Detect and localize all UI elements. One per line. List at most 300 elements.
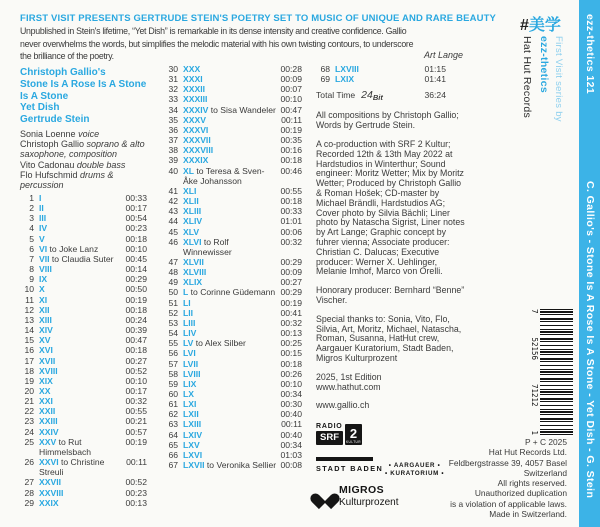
- track-number: 35: [168, 114, 178, 125]
- track-row: [20, 396, 147, 406]
- track-numeral: LVI: [183, 348, 196, 359]
- track-number: 23: [24, 416, 34, 427]
- track-number: 25: [24, 436, 34, 447]
- track-row: [20, 315, 147, 325]
- byline: Art Lange: [423, 50, 463, 60]
- track-row: [164, 64, 302, 74]
- track-time: 00:57: [125, 426, 147, 437]
- track-time: 01:15: [424, 64, 446, 74]
- track-time: 00:41: [280, 307, 302, 318]
- barcode-digit-group: 71212: [530, 383, 539, 407]
- track-number: 47: [168, 256, 178, 267]
- track-numeral: XLV: [183, 226, 200, 237]
- track-row: [20, 437, 147, 457]
- track-row: [20, 223, 147, 233]
- track-numeral: LI: [183, 297, 191, 308]
- track-number: 26: [24, 457, 34, 468]
- track-title: [183, 237, 277, 257]
- track-number: 53: [168, 317, 178, 328]
- track-row: [164, 135, 302, 145]
- text-line: Hat Hut Records Ltd.: [488, 447, 567, 458]
- track-row: [164, 338, 302, 348]
- track-time: 00:47: [125, 335, 147, 346]
- track-title: [183, 64, 277, 74]
- track-title: [183, 267, 277, 277]
- track-numeral: LXIII: [183, 419, 202, 430]
- track-number: 4: [29, 223, 34, 234]
- track-numeral: VIII: [39, 264, 52, 275]
- text-line: the brilliance of the poetry.: [20, 51, 114, 62]
- track-title: [183, 389, 277, 399]
- track-numeral: XXIX: [39, 497, 59, 508]
- track-title: [183, 105, 277, 115]
- track-time: 00:21: [125, 416, 147, 427]
- track-title: [335, 74, 421, 84]
- track-title: [39, 477, 122, 487]
- radio-srf2-kultur-logo: [316, 423, 362, 445]
- track-numeral: XLIII: [183, 206, 202, 217]
- track-title: [183, 440, 277, 450]
- track-time: 00:19: [125, 294, 147, 305]
- track-number: 51: [168, 297, 178, 308]
- musician-role: voice: [78, 129, 100, 139]
- track-number: 9: [29, 274, 34, 285]
- track-row: [20, 406, 147, 416]
- track-title: [39, 325, 122, 335]
- track-number: 6: [29, 243, 34, 254]
- track-row: [164, 94, 302, 104]
- track-row: [164, 196, 302, 206]
- barcode-digit-group: 7: [530, 309, 539, 314]
- track-numeral: XX: [39, 385, 51, 396]
- track-time: 00:52: [125, 477, 147, 488]
- track-time: 00:55: [280, 185, 302, 196]
- track-time: 00:47: [280, 104, 302, 115]
- track-row: [20, 457, 147, 477]
- track-time: 00:11: [281, 419, 302, 430]
- track-time: 00:29: [280, 256, 302, 267]
- track-row: [164, 389, 302, 399]
- hat-hut-records-vertical: Hat Hut Records: [521, 36, 533, 119]
- track-time: 00:50: [125, 284, 147, 295]
- barcode-digit-group: 52156: [530, 337, 539, 361]
- track-number: 66: [168, 449, 178, 460]
- spine-bar: [579, 0, 600, 527]
- track-row: [20, 376, 147, 386]
- track-row: [20, 416, 147, 426]
- track-numeral: XVII: [39, 355, 56, 366]
- personnel-row: [20, 129, 158, 139]
- barcode: [527, 309, 573, 437]
- track-row: [20, 234, 147, 244]
- track-title: [39, 457, 123, 477]
- track-numeral: L: [183, 287, 189, 298]
- track-numeral: XVI: [39, 345, 53, 356]
- track-dedication: to Sisa Wandeler: [210, 104, 276, 115]
- track-row: [20, 366, 147, 376]
- track-time: 00:10: [280, 94, 302, 105]
- track-numeral: XIV: [39, 325, 53, 336]
- track-title: [183, 186, 277, 196]
- track-dedication: to Alex Silber: [195, 338, 246, 349]
- musician-name: Vito Cadonau: [20, 159, 77, 170]
- aargauer-kuratorium-logo: [385, 462, 444, 477]
- personnel-list: [20, 129, 158, 190]
- track-numeral: XXXVII: [183, 135, 211, 146]
- track-row: [316, 64, 446, 74]
- track-number: 21: [24, 396, 34, 407]
- track-time: 00:32: [280, 317, 302, 328]
- track-numeral: LXVII: [183, 460, 205, 471]
- srf-2-kultur-box: [345, 424, 362, 445]
- track-title: [39, 376, 122, 386]
- aargauer-line2: • KURATORIUM •: [385, 470, 444, 478]
- track-title: [183, 206, 277, 216]
- track-number: 1: [29, 193, 34, 203]
- track-numeral: XIII: [39, 314, 52, 325]
- track-time: 00:18: [125, 233, 147, 244]
- track-title: [39, 386, 122, 396]
- musician-name: Flo Hufschmid: [20, 169, 81, 180]
- tracklist-column-2: [164, 64, 302, 470]
- track-time: 00:17: [125, 385, 147, 396]
- track-numeral: X: [39, 284, 45, 295]
- track-title: [183, 257, 277, 267]
- total-time-row: [316, 90, 446, 103]
- track-numeral: LIII: [183, 317, 196, 328]
- album-title: [20, 67, 146, 126]
- track-number: 22: [24, 406, 34, 417]
- track-row: [164, 277, 302, 287]
- aesthetics-kanji-mark: [520, 12, 561, 35]
- track-row: [20, 488, 147, 498]
- track-number: 16: [24, 345, 34, 356]
- text-line: P + C 2025: [525, 437, 567, 447]
- track-numeral: XXXI: [183, 74, 203, 85]
- track-time: 00:19: [125, 436, 147, 447]
- track-row: [164, 166, 302, 186]
- track-number: 58: [168, 368, 178, 379]
- track-title: [39, 366, 122, 376]
- series-byline-vertical: First Visit series by: [553, 36, 564, 122]
- track-time: 00:23: [125, 487, 147, 498]
- track-time: 00:40: [280, 409, 302, 420]
- track-numeral: LXV: [183, 439, 200, 450]
- track-numeral: VII: [39, 253, 50, 264]
- track-title: [335, 64, 421, 74]
- track-title: [39, 345, 122, 355]
- track-numeral: LIX: [183, 378, 197, 389]
- track-row: [20, 325, 147, 335]
- track-number: 11: [25, 294, 34, 305]
- tracklist-column-3-rows: [316, 64, 468, 84]
- track-numeral: XXVI: [39, 457, 59, 468]
- track-number: 46: [168, 236, 178, 247]
- track-title: [39, 406, 122, 416]
- track-title: [183, 338, 277, 348]
- track-number: 28: [24, 487, 34, 498]
- track-title: [183, 379, 277, 389]
- track-title: [183, 277, 277, 287]
- track-numeral: LIV: [183, 328, 197, 339]
- track-number: 15: [24, 335, 34, 346]
- track-title: [39, 234, 122, 244]
- track-title: [39, 223, 122, 233]
- heart-icon: [316, 487, 332, 502]
- migros-text: [339, 484, 398, 508]
- track-numeral: XI: [39, 294, 48, 305]
- track-title: [39, 396, 122, 406]
- track-numeral: LXVI: [183, 449, 203, 460]
- text-line: never overwhelms the words, but simplifies the melodic material with his own twisting contours, to underscore: [20, 38, 414, 49]
- track-title: [183, 115, 278, 125]
- track-row: [20, 274, 147, 284]
- track-time: 00:10: [125, 375, 147, 386]
- edition-block: [316, 373, 468, 393]
- track-number: 67: [168, 460, 178, 471]
- track-number: 34: [168, 104, 178, 115]
- track-row: [164, 216, 302, 226]
- gallio-url: www.gallio.ch: [316, 400, 370, 411]
- track-title: [183, 216, 277, 226]
- track-title: [39, 193, 122, 203]
- track-numeral: XXXIX: [183, 155, 209, 166]
- track-row: [164, 450, 302, 460]
- track-number: 65: [168, 439, 178, 450]
- track-row: [20, 254, 147, 264]
- track-title: [183, 287, 277, 297]
- track-number: 27: [24, 477, 34, 488]
- track-title: [183, 328, 277, 338]
- track-number: 12: [24, 304, 34, 315]
- track-time: 01:03: [280, 449, 302, 460]
- honorary-producer-note: Honorary producer: Bernhard “Benne” Vischer.: [316, 285, 465, 306]
- text-line: Switzerland: [523, 467, 567, 478]
- track-numeral: XLIX: [183, 277, 203, 288]
- total-time-value: 36:24: [424, 90, 446, 101]
- track-row: [20, 203, 147, 213]
- production-credits: A co-production with SRF 2 Kultur; Recorded 12th & 13th May 2022 at Hardstudios in Winterthur; Sound engineer: Moritz Wetter; Mix by Moritz Wetter; Produced by Christoph Gallio & Roman Hošek; CD-master by Michael Brändli, Hardstudios AG; Cover photo by Silvia Bächli; Liner photo by Natascha Sigrist, Liner notes by Art Lange; Graphic concept by fuhrer vienna; Associate producer: Christian C. Dalucas; Executive producer: Werner X. Uehlinger, Melanie Imhof, Marco von Orelli.: [316, 139, 465, 277]
- track-numeral: LXIV: [183, 429, 203, 440]
- track-numeral: XLVI: [183, 236, 202, 247]
- track-row: [164, 125, 302, 135]
- track-numeral: I: [39, 193, 42, 203]
- track-time: 00:34: [280, 389, 302, 399]
- track-row: [20, 193, 147, 203]
- track-number: 5: [29, 233, 34, 244]
- track-title: [183, 227, 277, 237]
- track-time: 00:13: [125, 497, 147, 508]
- track-time: 00:33: [280, 206, 302, 217]
- personnel-row: [20, 160, 158, 170]
- track-time: 00:55: [125, 406, 147, 417]
- track-title: [183, 125, 277, 135]
- track-number: 59: [168, 378, 178, 389]
- track-number: 68: [320, 64, 330, 74]
- track-title: [183, 419, 278, 429]
- barcode-digit-group: 1: [530, 430, 539, 435]
- track-time: 00:45: [125, 253, 147, 264]
- track-title: [183, 409, 277, 419]
- spine-catalog-number: ezz-thetics 121: [584, 14, 596, 95]
- track-numeral: XXXIII: [183, 94, 208, 105]
- track-numeral: XXXIV: [183, 104, 209, 115]
- track-title: [39, 213, 122, 223]
- track-number: 44: [168, 216, 178, 227]
- track-number: 64: [168, 429, 178, 440]
- track-numeral: XLVIII: [183, 267, 207, 278]
- track-dedication: to Corinne Güdemann: [190, 287, 276, 298]
- track-row: [20, 498, 147, 508]
- track-title: [183, 298, 277, 308]
- track-number: 54: [168, 328, 178, 339]
- track-time: 00:18: [280, 196, 302, 207]
- track-title: [39, 356, 122, 366]
- track-row: [164, 287, 302, 297]
- track-number: 2: [29, 203, 34, 214]
- track-number: 8: [29, 264, 34, 275]
- musician-name: Christoph Gallio: [20, 139, 87, 150]
- track-row: [164, 237, 302, 257]
- track-title: [183, 450, 277, 460]
- kanji-glyphs: 美学: [528, 17, 561, 34]
- track-dedication: to Veronika Sellier: [206, 460, 277, 471]
- track-numeral: XXXVIII: [183, 145, 214, 156]
- track-title: [39, 203, 122, 213]
- track-row: [164, 115, 302, 125]
- text-line: Unauthorized duplication: [474, 488, 567, 499]
- tracklist-column-3: [316, 64, 468, 411]
- track-row: [20, 345, 147, 355]
- track-title: [39, 315, 122, 325]
- track-number: 55: [168, 338, 178, 349]
- track-time: 00:33: [125, 193, 147, 203]
- track-numeral: XXX: [183, 64, 201, 74]
- track-time: 00:18: [125, 304, 147, 315]
- track-title: [39, 284, 122, 294]
- track-dedication: to Rut Himmelsbach: [39, 436, 92, 457]
- hash-glyph: #: [520, 17, 529, 34]
- track-numeral: XXVII: [39, 477, 61, 488]
- personnel-row: [20, 139, 158, 159]
- track-number: 42: [168, 196, 178, 207]
- track-number: 43: [168, 206, 178, 217]
- track-numeral: XXVIII: [39, 487, 64, 498]
- track-number: 45: [168, 226, 178, 237]
- text-line: Christoph Gallio's: [20, 67, 106, 78]
- track-time: 00:13: [280, 328, 302, 339]
- track-numeral: II: [39, 203, 44, 214]
- track-number: 61: [168, 399, 178, 410]
- track-title: [183, 94, 277, 104]
- musician-role: soprano & alto saxophone, composition: [20, 139, 145, 160]
- track-time: 00:10: [280, 378, 302, 389]
- track-numeral: LXII: [183, 409, 199, 420]
- track-number: 50: [168, 287, 178, 298]
- track-title: [39, 305, 122, 315]
- spine-album-title: C. Gallio's - Stone Is A Rose Is A Stone - Yet Dish - G. Stein: [584, 181, 596, 499]
- track-row: [20, 477, 147, 487]
- track-time: 00:25: [280, 338, 302, 349]
- text-line: All rights reserved.: [497, 478, 567, 489]
- track-numeral: XV: [39, 335, 51, 346]
- track-title: [183, 460, 277, 470]
- track-numeral: VI: [39, 243, 48, 254]
- track-row: [164, 419, 302, 429]
- track-numeral: XXI: [39, 396, 53, 407]
- track-number: 3: [29, 213, 34, 224]
- track-time: 00:19: [280, 124, 302, 135]
- track-time: 00:30: [280, 399, 302, 410]
- track-time: 00:28: [280, 64, 302, 74]
- track-row: [164, 399, 302, 409]
- srf-radio-label: RADIO: [316, 423, 343, 430]
- musician-role: drums & percussion: [20, 169, 114, 191]
- track-row: [164, 257, 302, 267]
- track-time: 00:23: [125, 223, 147, 234]
- track-row: [20, 213, 147, 223]
- edition-line: 2025, 1st Edition: [316, 371, 382, 382]
- track-title: [183, 430, 277, 440]
- track-row: [164, 206, 302, 216]
- track-number: 20: [24, 385, 34, 396]
- track-time: 00:14: [125, 264, 147, 275]
- track-numeral: III: [39, 213, 47, 224]
- track-title: [39, 274, 122, 284]
- track-row: [20, 244, 147, 254]
- track-row: [164, 379, 302, 389]
- track-time: 01:01: [280, 216, 302, 227]
- track-numeral: IV: [39, 223, 48, 234]
- musician-name: Sonia Loenne: [20, 129, 79, 139]
- track-row: [164, 359, 302, 369]
- track-number: 40: [168, 165, 178, 176]
- track-time: 00:10: [125, 243, 147, 254]
- track-title: [183, 166, 277, 186]
- track-numeral: LX: [183, 389, 194, 399]
- track-number: 56: [168, 348, 178, 359]
- track-numeral: LXVIII: [335, 64, 359, 74]
- special-thanks-note: Special thanks to: Sonia, Vito, Flo, Silvia, Art, Moritz, Michael, Natascha, Roman, Susanna, HatHut crew, Aargauer Kuratorium, Stadt Baden, Migros Kulturprozent: [316, 313, 462, 363]
- track-time: 00:39: [125, 325, 147, 336]
- text-line: is a violation of applicable laws.: [450, 498, 567, 509]
- track-row: [164, 145, 302, 155]
- hathut-url: www.hathut.com: [316, 381, 381, 392]
- tracklist-column-1: [20, 193, 147, 508]
- track-row: [164, 84, 302, 94]
- track-time: 00:08: [280, 460, 302, 471]
- track-numeral: LVII: [183, 358, 199, 369]
- track-row: [164, 328, 302, 338]
- track-title: [183, 369, 277, 379]
- track-row: [164, 460, 302, 470]
- text-line: Made in Switzerland.: [489, 509, 567, 520]
- track-time: 00:26: [280, 368, 302, 379]
- text-line: Gertrude Stein: [20, 114, 90, 126]
- track-title: [183, 196, 277, 206]
- track-time: 00:19: [280, 297, 302, 308]
- track-row: [164, 227, 302, 237]
- track-row: [20, 284, 147, 294]
- text-line: Is A Stone: [20, 90, 69, 102]
- 24bit-badge: 24Bit: [361, 89, 383, 103]
- track-time: 00:32: [125, 396, 147, 407]
- track-number: 57: [168, 358, 178, 369]
- track-number: 10: [24, 284, 34, 295]
- track-numeral: XLVII: [183, 256, 204, 267]
- track-number: 29: [24, 497, 34, 508]
- track-title: [39, 264, 122, 274]
